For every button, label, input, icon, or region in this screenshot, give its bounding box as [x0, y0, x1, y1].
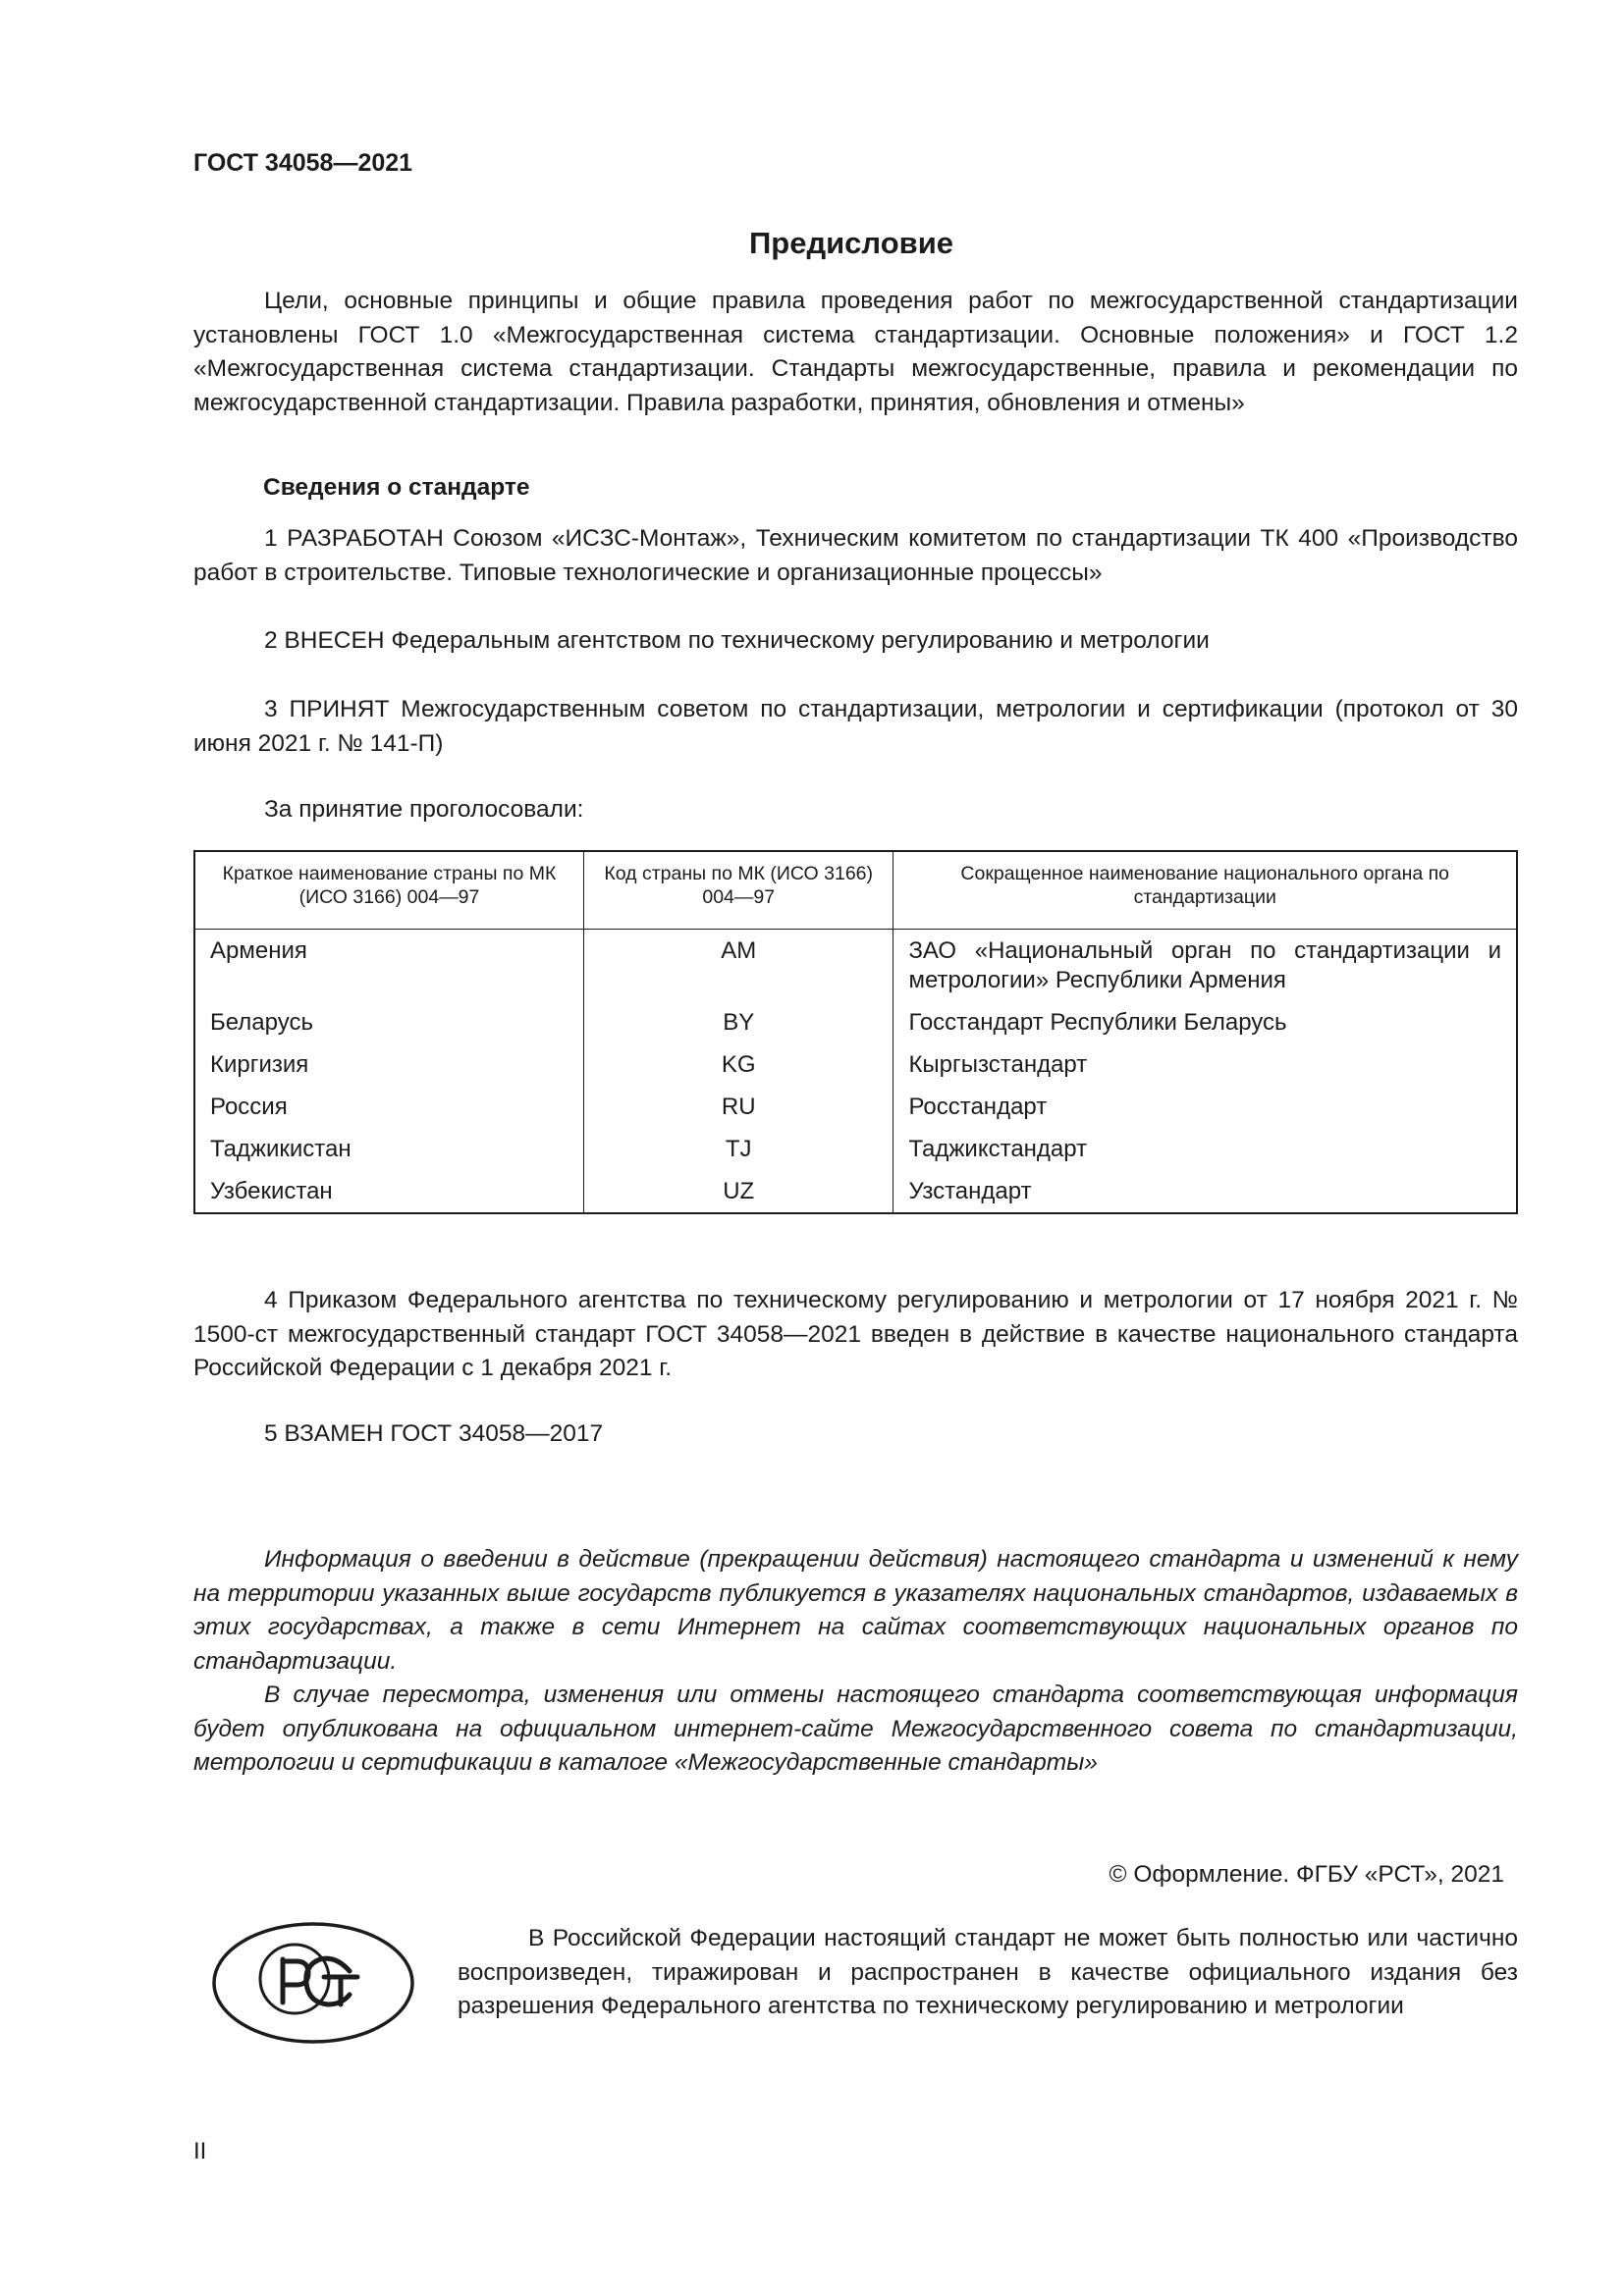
item-2-text: 2 ВНЕСЕН Федеральным агентством по техническому регулированию и метрологии: [264, 627, 1210, 654]
country-cell: Таджикистан: [194, 1128, 583, 1170]
table-row: [194, 930, 1517, 1002]
code-cell: TJ: [583, 1128, 893, 1170]
table-row: [194, 1170, 1517, 1213]
voted-text: За принятие проголосовали:: [264, 796, 584, 823]
page-number: II: [193, 2138, 207, 2164]
item-1: [193, 522, 1518, 590]
voting-countries-table: [193, 850, 1518, 1214]
reproduction-notice: [458, 1922, 1518, 2024]
country-cell: Россия: [194, 1086, 583, 1128]
table-row: [194, 1086, 1517, 1128]
org-cell: Таджикстандарт: [893, 1128, 1517, 1170]
code-cell: UZ: [583, 1170, 893, 1213]
info-note-1-text: Информация о введении в действие (прекращении действия) настоящего стандарта и изменений к нему на территории указанных выше государств публикуется в указателях национальных стандартов, издаваемых в этих государствах, а также в сети Интернет на сайтах соответствующих национальных органов по стандартизации.: [193, 1546, 1518, 1675]
table-header-row: [194, 851, 1517, 930]
intro-paragraph: [193, 285, 1518, 420]
header-country: Краткое наименование страны по МК (ИСО 3166) 004—97: [194, 851, 583, 930]
table-row: [194, 1001, 1517, 1043]
item-4: [193, 1284, 1518, 1386]
org-cell: Кыргызстандарт: [893, 1043, 1517, 1086]
code-cell: AM: [583, 930, 893, 1002]
item-5: [193, 1417, 1518, 1452]
table-row: [194, 1128, 1517, 1170]
info-heading: Сведения о стандарте: [263, 474, 530, 501]
voted-line: [193, 793, 1518, 828]
org-cell: Росстандарт: [893, 1086, 1517, 1128]
country-cell: Узбекистан: [194, 1170, 583, 1213]
info-note-1: [193, 1543, 1518, 1679]
header-code: Код страны по МК (ИСО 3166) 004—97: [583, 851, 893, 930]
item-5-text: 5 ВЗАМЕН ГОСТ 34058—2017: [264, 1420, 604, 1447]
org-cell: ЗАО «Национальный орган по стандартизации и метрологии» Республики Армения: [893, 930, 1517, 1002]
document-code-header: ГОСТ 34058—2021: [193, 149, 413, 177]
intro-text: Цели, основные принципы и общие правила проведения работ по межгосударственной стандартизации установлены ГОСТ 1.0 «Межгосударственная система стандартизации. Основные положения» и ГОСТ 1.2 «Межгосударственная система стандартизации. Стандарты межгосударственные, правила и рекомендации по межгосударственной стандартизации. Правила разработки, принятия, обновления и отмены»: [193, 288, 1518, 416]
table-row: [194, 1043, 1517, 1086]
country-cell: Киргизия: [194, 1043, 583, 1086]
item-3-text: 3 ПРИНЯТ Межгосударственным советом по стандартизации, метрологии и сертификации (протокол от 30 июня 2021 г. № 141-П): [193, 696, 1518, 757]
code-cell: KG: [583, 1043, 893, 1086]
code-cell: BY: [583, 1001, 893, 1043]
item-2: [193, 624, 1518, 659]
info-note-2-text: В случае пересмотра, изменения или отмены настоящего стандарта соответствующая информация будет опубликована на официальном интернет-сайте Межгосударственного совета по стандартизации, метрологии и сертификации в каталоге «Межгосударственные стандарты»: [193, 1682, 1518, 1776]
code-cell: RU: [583, 1086, 893, 1128]
item-3: [193, 693, 1518, 761]
org-cell: Узстандарт: [893, 1170, 1517, 1213]
reproduction-text: В Российской Федерации настоящий стандарт не может быть полностью или частично воспроизведен, тиражирован и распространен в качестве официального издания без разрешения Федерального агентства по техническому регулированию и метрологии: [458, 1925, 1518, 2019]
org-cell: Госстандарт Республики Беларусь: [893, 1001, 1517, 1043]
header-org: Сокращенное наименование национального органа по стандартизации: [893, 851, 1517, 930]
item-4-text: 4 Приказом Федерального агентства по техническому регулированию и метрологии от 17 ноября 2021 г. № 1500-ст межгосударственный стандарт ГОСТ 34058—2021 введен в действие в качестве национального стандарта Российской Федерации с 1 декабря 2021 г.: [193, 1287, 1518, 1381]
country-cell: Армения: [194, 930, 583, 1002]
item-1-text: 1 РАЗРАБОТАН Союзом «ИСЗС-Монтаж», Техническим комитетом по стандартизации ТК 400 «Производство работ в строительстве. Типовые технологические и организационные процессы»: [193, 525, 1518, 586]
pct-mark-icon: [210, 1920, 416, 2051]
info-note-2: [193, 1679, 1518, 1781]
page-title: Предисловие: [748, 226, 953, 260]
copyright-line: © Оформление. ФГБУ «РСТ», 2021: [1109, 1861, 1504, 1888]
country-cell: Беларусь: [194, 1001, 583, 1043]
